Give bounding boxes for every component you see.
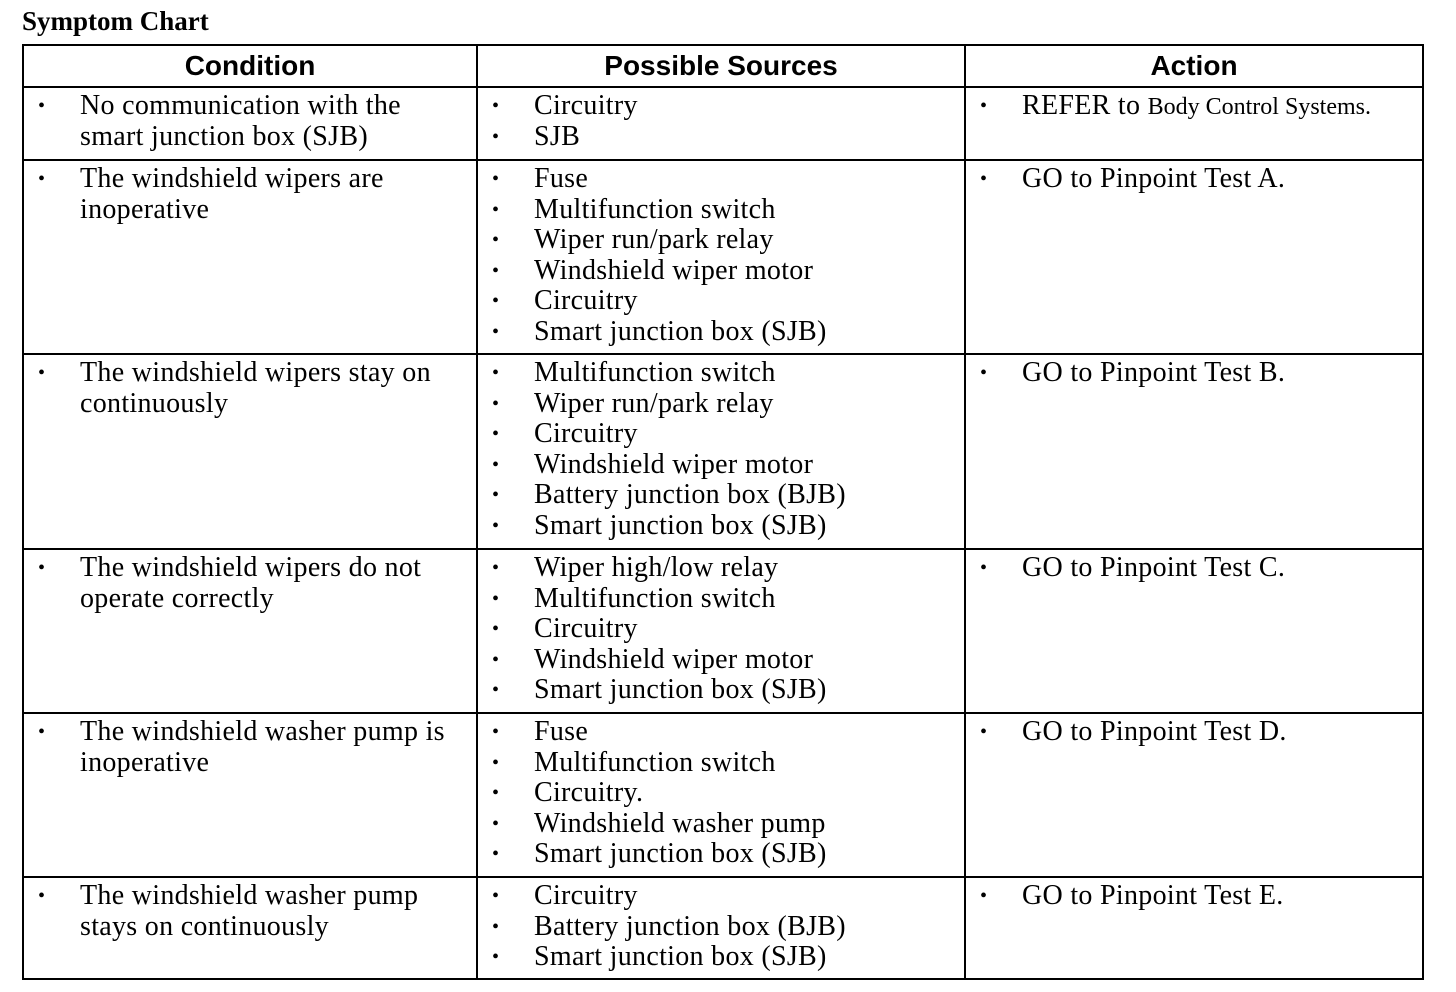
- condition-text: • The windshield washer pump stays on continuously: [24, 881, 476, 942]
- sources-cell: [477, 160, 965, 354]
- source-item: • Smart junction box (SJB): [478, 839, 964, 870]
- condition-cell: [23, 877, 477, 979]
- source-item: • Smart junction box (SJB): [478, 511, 964, 542]
- source-item: • Circuitry: [478, 286, 964, 317]
- header-row: [23, 45, 1423, 87]
- table-row: [23, 354, 1423, 549]
- action-cell: [965, 877, 1423, 979]
- source-item: • SJB: [478, 122, 964, 153]
- source-item: • Circuitry: [478, 881, 964, 912]
- header-possible-sources: Possible Sources: [477, 45, 965, 87]
- action-text: • GO to Pinpoint Test B.: [966, 358, 1422, 389]
- source-item: • Fuse: [478, 164, 964, 195]
- source-item: • Wiper run/park relay: [478, 225, 964, 256]
- action-text: [966, 91, 1422, 123]
- action-cell: [965, 549, 1423, 713]
- source-item: • Circuitry: [478, 614, 964, 645]
- source-item: • Battery junction box (BJB): [478, 912, 964, 943]
- source-item: • Multifunction switch: [478, 358, 964, 389]
- page-title: Symptom Chart: [22, 6, 209, 36]
- source-item: • Windshield wiper motor: [478, 256, 964, 287]
- condition-cell: [23, 549, 477, 713]
- source-item: • Circuitry.: [478, 778, 964, 809]
- source-item: • Circuitry: [478, 91, 964, 122]
- sources-cell: [477, 713, 965, 877]
- source-item: • Smart junction box (SJB): [478, 942, 964, 973]
- source-item: • Multifunction switch: [478, 584, 964, 615]
- condition-text: • The windshield wipers are inoperative: [24, 164, 476, 225]
- sources-cell: [477, 354, 965, 549]
- table-row: [23, 160, 1423, 354]
- condition-text: • No communication with the smart junction box (SJB): [24, 91, 476, 152]
- sources-cell: [477, 877, 965, 979]
- source-item: • Wiper run/park relay: [478, 389, 964, 420]
- action-reference: Body Control Systems.: [1147, 94, 1371, 120]
- action-text: • GO to Pinpoint Test D.: [966, 717, 1422, 748]
- condition-cell: [23, 713, 477, 877]
- source-item: • Multifunction switch: [478, 748, 964, 779]
- condition-text: • The windshield washer pump is inoperative: [24, 717, 476, 778]
- source-item: • Smart junction box (SJB): [478, 317, 964, 348]
- action-cell: [965, 354, 1423, 549]
- action-text: • GO to Pinpoint Test C.: [966, 553, 1422, 584]
- sources-cell: [477, 549, 965, 713]
- header-action: Action: [965, 45, 1423, 87]
- sources-cell: [477, 87, 965, 160]
- table-row: [23, 713, 1423, 877]
- action-prefix: REFER to: [1022, 90, 1141, 121]
- source-item: • Windshield wiper motor: [478, 450, 964, 481]
- table-row: [23, 87, 1423, 160]
- action-cell: [965, 87, 1423, 160]
- source-item: • Circuitry: [478, 419, 964, 450]
- table-row: [23, 549, 1423, 713]
- condition-cell: [23, 160, 477, 354]
- condition-cell: [23, 87, 477, 160]
- action-cell: [965, 713, 1423, 877]
- condition-text: • The windshield wipers stay on continuously: [24, 358, 476, 419]
- condition-text: • The windshield wipers do not operate correctly: [24, 553, 476, 614]
- source-item: • Wiper high/low relay: [478, 553, 964, 584]
- source-item: • Fuse: [478, 717, 964, 748]
- source-item: • Multifunction switch: [478, 195, 964, 226]
- condition-cell: [23, 354, 477, 549]
- header-condition: Condition: [23, 45, 477, 87]
- symptom-chart-table: [22, 44, 1424, 980]
- action-cell: [965, 160, 1423, 354]
- action-text: • GO to Pinpoint Test A.: [966, 164, 1422, 195]
- source-item: • Battery junction box (BJB): [478, 480, 964, 511]
- action-text: • GO to Pinpoint Test E.: [966, 881, 1422, 912]
- source-item: • Smart junction box (SJB): [478, 675, 964, 706]
- source-item: • Windshield wiper motor: [478, 645, 964, 676]
- source-item: • Windshield washer pump: [478, 809, 964, 840]
- table-row: [23, 877, 1423, 979]
